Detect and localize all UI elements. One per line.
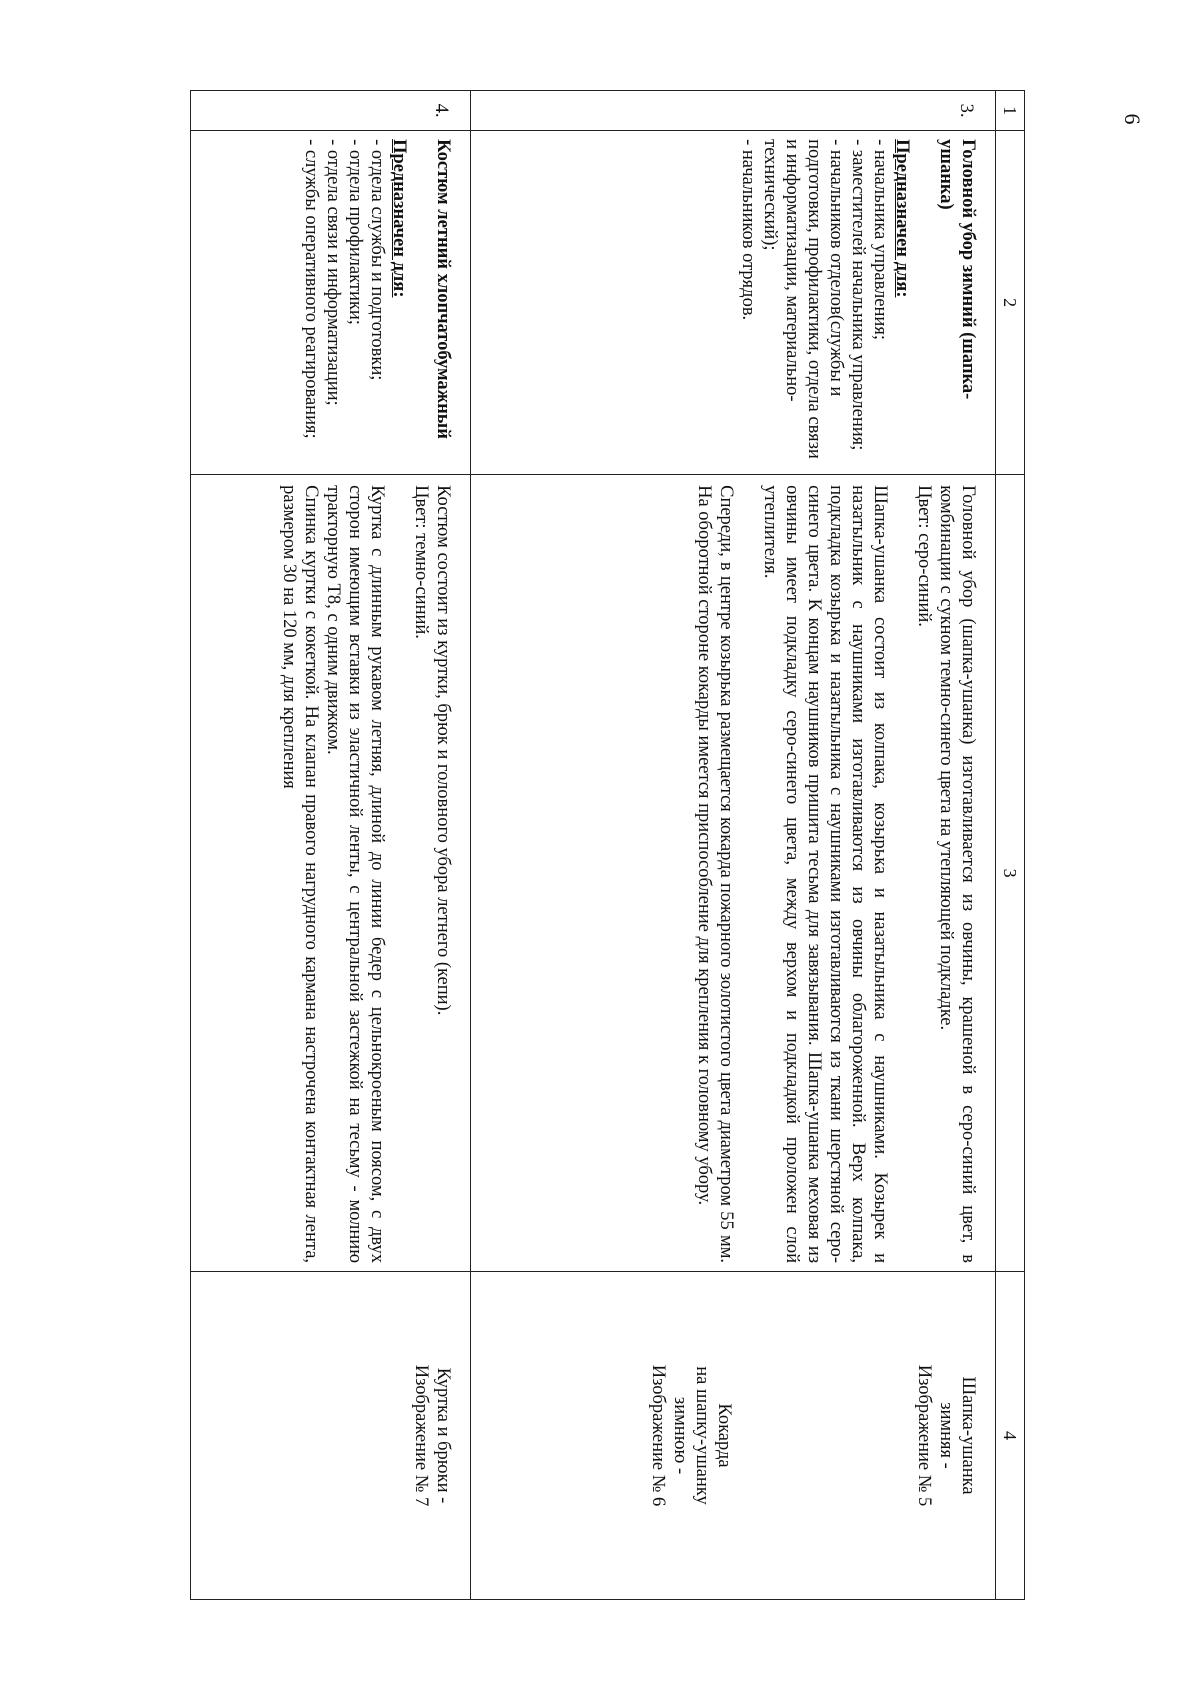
description-cell <box>191 475 471 1272</box>
uniform-table <box>190 90 1025 1600</box>
purpose-title: Предназначен для: <box>892 139 912 298</box>
table-row <box>191 91 471 1600</box>
table-header-row <box>996 91 1025 1600</box>
image-ref <box>410 1282 454 1589</box>
description-paragraph: Спинка куртки с кокеткой. На клапан правого нагрудного кармана настрочена контактная лента, размером 30 на 120 мм, для крепления <box>279 485 321 1264</box>
image-ref-line: Кокарда <box>714 1403 734 1468</box>
purpose-list <box>737 139 891 468</box>
image-ref-line: Шапка-ушанка <box>958 1376 978 1495</box>
purpose-item: - службы оперативного реагирования; <box>301 139 321 439</box>
purpose-title: Предназначен для: <box>389 139 409 298</box>
page-number: 6 <box>1120 113 1145 125</box>
purpose-item: - начальника управления; <box>870 139 890 340</box>
description-paragraph: Головной убор (шапка-ушанка) изготавливается из овчины, крашеной в серо-синий цвет, в комбинации с сукном темно-синего цвета на утепляющей подкладке. <box>936 485 978 1264</box>
image-ref <box>647 1282 735 1589</box>
purpose-item: - начальников отрядов. <box>738 139 758 321</box>
header-col-4: 4 <box>996 1272 1025 1600</box>
image-ref-line: зимнюю - <box>670 1396 690 1475</box>
item-cell <box>471 131 996 475</box>
image-ref-line: Изображение № 7 <box>411 1364 431 1507</box>
description-paragraph: Костюм состоит из куртки, брюк и головного убора летнего (кепи). <box>433 485 453 1016</box>
header-col-3: 3 <box>996 475 1025 1272</box>
description-cell <box>471 475 996 1272</box>
purpose-item: - отдела профилактики; <box>345 139 365 325</box>
purpose-item: - отдела службы и подготовки; <box>367 139 387 381</box>
image-ref-cell <box>471 1272 996 1600</box>
image-ref-line: Изображение № 6 <box>648 1364 668 1507</box>
color-line: Цвет: серо-синий. <box>914 485 934 627</box>
image-ref-line: Изображение № 5 <box>914 1364 934 1507</box>
rotated-page <box>190 90 1025 1600</box>
description-paragraph: Шапка-ушанка состоит из колпака, козырька и назатыльника с наушниками. Козырек и назатыльник с наушниками изготавливаются из овчины облагороженной. Верх колпака, подкладка козырька и назатыльника с наушниками изготавливаются из ткани шерстяной серо-синего цвета. К концам наушников пришита тесьма для завязывания. Шапка-ушанка меховая из овчины имеет подкладку серо-синего цвета, между верхом и подкладкой проложен слой утеплителя. <box>760 485 890 1264</box>
table-row <box>471 91 996 1600</box>
image-ref-line: зимняя - <box>936 1402 956 1469</box>
item-cell <box>191 131 471 475</box>
header-col-2: 2 <box>996 131 1025 475</box>
item-name: Костюм летний хлопчатобумажный <box>433 139 453 439</box>
image-ref-cell <box>191 1272 471 1600</box>
row-number: 4. <box>191 91 471 131</box>
description-paragraph: Куртка с длинным рукавом летняя, длиной до линии бедер с цельнокроеным поясом, с двух сторон имеющим вставки из эластичной ленты, с центральной застежкой на тесьму - молнию тракторную Т8, с одним движком. <box>323 485 387 1264</box>
purpose-item: - начальников отделов(службы и подготовки, профилактики, отдела связи и информатизации, материально-технический); <box>760 139 846 459</box>
purpose-item: - заместителей начальника управления; <box>848 139 868 451</box>
color-line: Цвет: темно-синий. <box>411 485 431 639</box>
image-ref-line: на шапку-ушанку <box>692 1366 712 1505</box>
description-paragraph: Спереди, в центре козырька размещается кокарда пожарного золотистого цвета диаметром 55 мм. На оборотной стороне кокарды имеется приспособление для крепления к головному убору. <box>694 485 736 1264</box>
item-name: Головной убор зимний (шапка-ушанка) <box>936 139 978 400</box>
header-col-1: 1 <box>996 91 1025 131</box>
purpose-list <box>300 139 388 468</box>
image-ref-line: Куртка и брюки - <box>433 1367 453 1504</box>
row-number: 3. <box>471 91 996 131</box>
purpose-item: - отдела связи и информатизации; <box>323 139 343 406</box>
image-ref <box>913 1282 979 1589</box>
